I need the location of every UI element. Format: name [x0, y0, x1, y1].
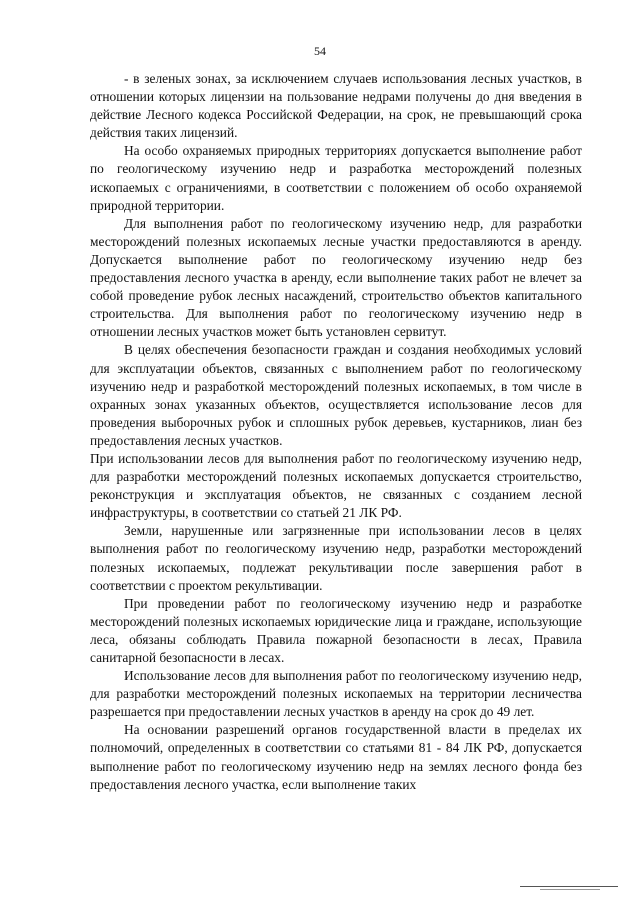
- paragraph: На особо охраняемых природных территориях допускается выполнение работ по геологическому изучению недр и разработка месторождений полезных ископаемых с ограничениями, в соответствии с положением об особо охраняемой природной территории.: [90, 143, 582, 213]
- document-body: [90, 70, 582, 794]
- paragraph: Использование лесов для выполнения работ по геологическому изучению недр, для разработки месторождений полезных ископаемых на территории лесничества разрешается при предоставлении лесных участков в аренду на срок до 49 лет.: [90, 668, 582, 720]
- paragraph: Для выполнения работ по геологическому изучению недр, для разработки месторождений полезных ископаемых лесные участки предоставляются в аренду. Допускается выполнение работ по геологическому изучению недр без предоставления лесного участка в аренду, если выполнение таких работ не влечет за собой проведение рубок лесных насаждений, строительство объектов капитального строительства. Для выполнения работ по геологическому изучению недр в отношении лесных участков может быть установлен сервитут.: [90, 215, 582, 340]
- paragraph: На основании разрешений органов государственной власти в пределах их полномочий, определенных в соответствии со статьями 81 - 84 ЛК РФ, допускается выполнение работ по геологическому изучению недр на землях лесного фонда без предоставления лесного участка, если выполнение таких: [90, 722, 582, 792]
- paragraph: - в зеленых зонах, за исключением случаев использования лесных участков, в отношении которых лицензии на пользование недрами получены до дня введения в действие Лесного кодекса Российской Федерации, на срок, не превышающий срока действия таких лицензий.: [90, 71, 582, 141]
- paragraph: При использовании лесов для выполнения работ по геологическому изучению недр, для разработки месторождений полезных ископаемых допускается строительство, реконструкция и эксплуатация объектов, не связанных с созданием лесной инфраструктуры, в соответствии со статьей 21 ЛК РФ.: [90, 450, 582, 521]
- paragraph: В целях обеспечения безопасности граждан и создания необходимых условий для эксплуатации объектов, связанных с выполнением работ по геологическому изучению недр и разработкой месторождений полезных ископаемых, в том числе в охранных зонах указанных объектов, осуществляется использование лесов для проведения выборочных рубок и сплошных рубок деревьев, кустарников, лиан без предоставления лесных участков.: [90, 342, 582, 448]
- page-number: 54: [314, 44, 326, 58]
- paragraph: При проведении работ по геологическому изучению недр и разработке месторождений полезных ископаемых юридические лица и граждане, использующие леса, обязаны соблюдать Правила пожарной безопасности в лесах, Правила санитарной безопасности в лесах.: [90, 595, 582, 665]
- footer-rule-secondary: [540, 889, 600, 890]
- paragraph: Земли, нарушенные или загрязненные при использовании лесов в целях выполнения работ по геологическому изучению недр, разработки месторождений полезных ископаемых, подлежат рекультивации после завершения работ в соответствии с проектом рекультивации.: [90, 523, 582, 593]
- footer-rule: [520, 886, 618, 887]
